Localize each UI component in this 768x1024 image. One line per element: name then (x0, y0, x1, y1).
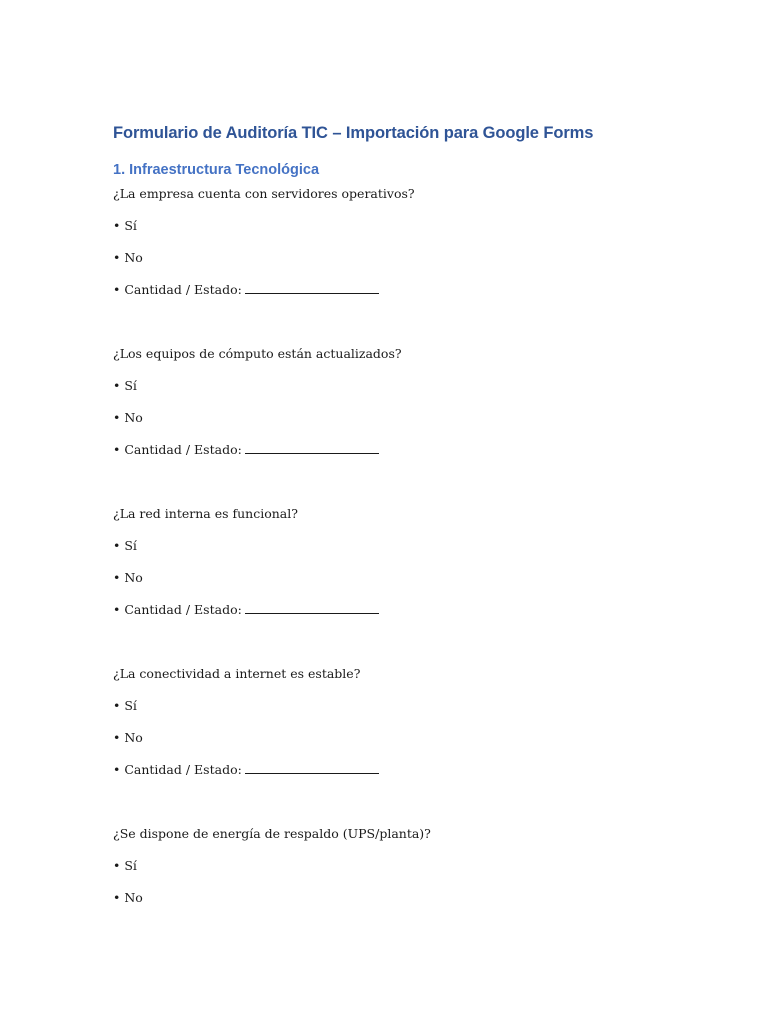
option-yes: • Sí (113, 378, 137, 393)
document-title: Formulario de Auditoría TIC – Importación para Google Forms (113, 124, 594, 142)
answer-blank-line (245, 762, 379, 774)
question-text: ¿La conectividad a internet es estable? (113, 666, 361, 681)
answer-blank-line (245, 602, 379, 614)
section-heading: 1. Infraestructura Tecnológica (113, 162, 320, 178)
option-quantity-label: • Cantidad / Estado: (113, 762, 242, 777)
answer-blank-line (245, 442, 379, 454)
option-quantity-status (113, 442, 379, 458)
question-text: ¿La empresa cuenta con servidores operativos? (113, 186, 415, 201)
option-no: • No (113, 570, 143, 585)
option-yes: • Sí (113, 858, 137, 873)
option-quantity-status (113, 602, 379, 618)
option-quantity-label: • Cantidad / Estado: (113, 282, 242, 297)
option-quantity-label: • Cantidad / Estado: (113, 442, 242, 457)
option-no: • No (113, 890, 143, 905)
option-quantity-status (113, 762, 379, 778)
question-text: ¿Los equipos de cómputo están actualizados? (113, 346, 402, 361)
question-text: ¿La red interna es funcional? (113, 506, 298, 521)
option-no: • No (113, 730, 143, 745)
option-yes: • Sí (113, 538, 137, 553)
option-quantity-status (113, 282, 379, 298)
option-yes: • Sí (113, 698, 137, 713)
option-quantity-label: • Cantidad / Estado: (113, 602, 242, 617)
option-no: • No (113, 250, 143, 265)
question-text: ¿Se dispone de energía de respaldo (UPS/planta)? (113, 826, 431, 841)
option-yes: • Sí (113, 218, 137, 233)
option-no: • No (113, 410, 143, 425)
answer-blank-line (245, 282, 379, 294)
